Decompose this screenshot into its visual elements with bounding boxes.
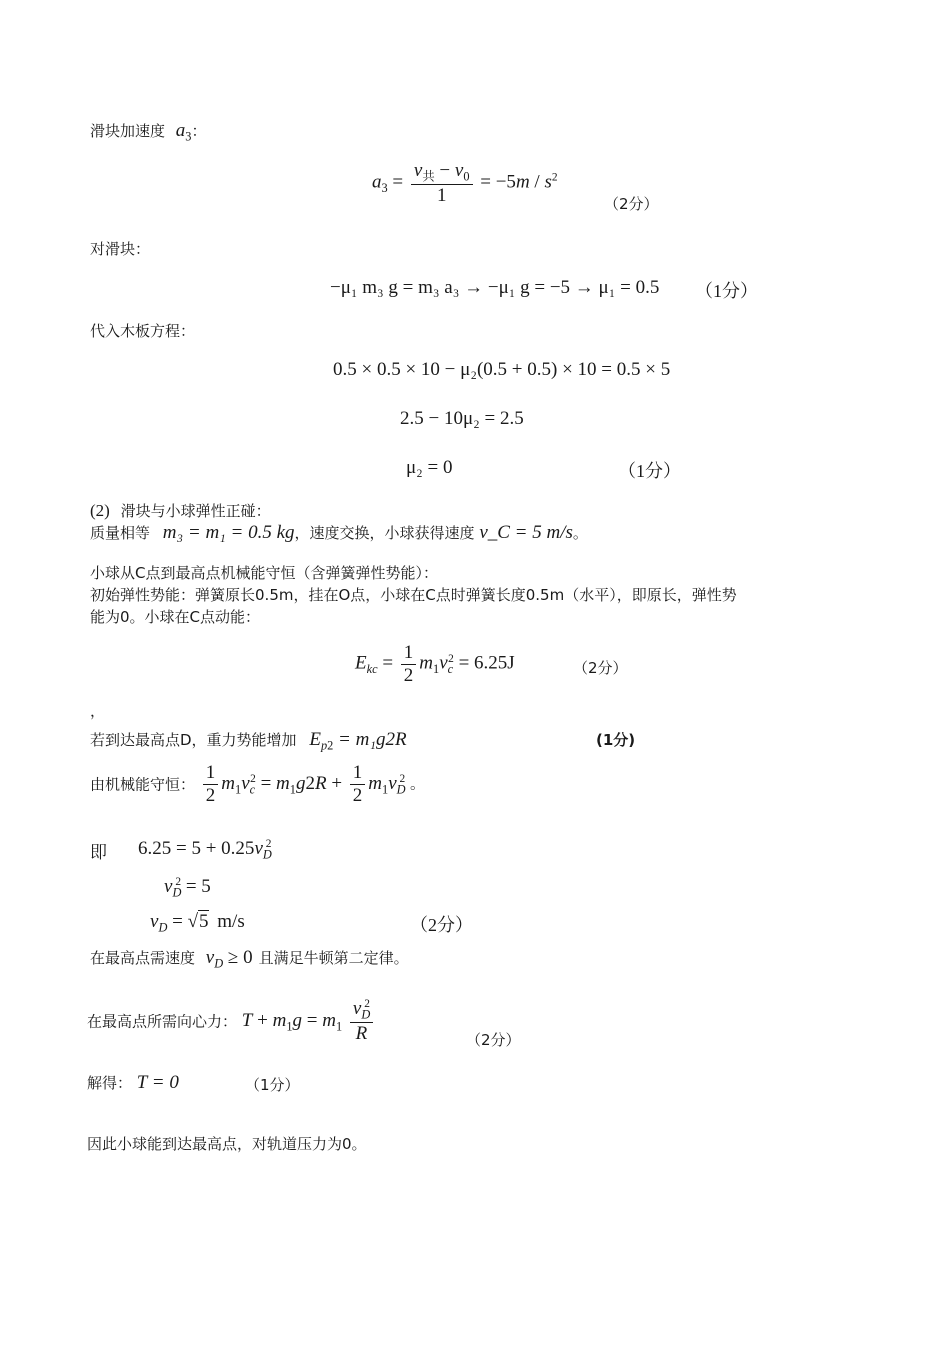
math-ep2: $E_{p2} = m_1g2R$ — [309, 729, 407, 753]
part-heading: 滑块与小球弹性正碰： — [120, 502, 271, 520]
math-m3-m1: m₃ = m₁ = 0.5 kg — [162, 522, 295, 543]
math-t-zero: T = 0 — [136, 1072, 179, 1093]
text-solution: 解得： — [87, 1074, 133, 1092]
score-label: (1分) — [596, 731, 636, 749]
text-slider-acceleration: 滑块加速度 — [90, 122, 166, 140]
value-ekc: = 6.25J — [458, 652, 515, 674]
text-equal-mass: 质量相等 — [90, 524, 151, 542]
text-potential-increase: 若到达最高点D，重力势能增加 — [90, 731, 297, 749]
text-newton: 且满足牛顿第二定律。 — [258, 949, 409, 967]
math-vd-condition: $v_D \ge 0$ — [205, 947, 253, 971]
text-line — [90, 522, 588, 544]
text-line — [87, 1072, 179, 1094]
text-line: 滑块加速度 $a_3$： — [90, 120, 207, 144]
equation-board-simplified: 2.5 − 10μ₂ = 2.5 — [400, 408, 524, 429]
text-line — [90, 729, 407, 753]
text-line: 初始弹性势能：弹簧原长0.5m，挂在O点，小球在C点时弹簧长度0.5m（水平），即原长，弹性势 — [90, 586, 737, 604]
equation-ekc: $E_{kc}$ = $\frac{1}{2}$ $m_1v_c^2 = 6.25J$ — [355, 642, 515, 686]
equation-energy: $\frac{1}{2}$ $m_1v_c^2 = m_1g2R$ + $\frac{1}{2}$ $m_1v_D^2$ — [200, 773, 410, 794]
text-line — [90, 947, 409, 971]
math-a3: $a_3$ — [175, 120, 192, 144]
score-label: （2分） — [573, 659, 628, 677]
text-line: 因此小球能到达最高点，对轨道压力为0。 — [87, 1135, 367, 1153]
text-speed-requirement: 在最高点需速度 — [90, 949, 196, 967]
score-label: （1分） — [695, 281, 758, 301]
text-period: 。 — [410, 774, 426, 793]
text-energy-conservation: 由机械能守恒： — [90, 775, 196, 794]
score-label: （2分） — [604, 195, 659, 213]
text-period: 。 — [572, 524, 588, 542]
score-label: （2分） — [410, 915, 473, 935]
equation-centripetal: $T + m_1g = m_1$ $\frac{v_D^2}{R}$ — [242, 1010, 376, 1031]
text-line: 对滑块： — [90, 240, 151, 258]
text-line — [90, 762, 425, 807]
part-number: (2) — [90, 501, 110, 520]
equation-ji-3: $v_D = √5$ m/s — [150, 911, 245, 935]
equation-board: 0.5 × 0.5 × 10 − μ₂(0.5 + 0.5) × 10 = 0.5 × 5 — [333, 359, 671, 380]
score-label: （1分） — [245, 1076, 300, 1094]
text-line — [90, 500, 271, 521]
text-velocity-exchange: ，速度交换，小球获得速度 — [294, 524, 475, 542]
text-ji: 即 — [90, 843, 107, 863]
math-vc: v_C = 5 m/s — [479, 522, 573, 543]
text-line: 代入木板方程： — [90, 322, 196, 340]
equation-mu2: μ₂ = 0 — [406, 457, 453, 478]
text-line: 能为0。小球在C点动能： — [90, 608, 261, 626]
subscript-co: 共 — [422, 169, 435, 184]
equation-ji-1: $6.25 = 5 + 0.25v_D^2$ — [138, 838, 272, 862]
text-centripetal: 在最高点所需向心力： — [87, 1012, 238, 1031]
equation-mu1: −μ₁ m₃ g = m₃ a₃ → −μ₁ g = −5 → μ₁ = 0.5 — [330, 277, 660, 298]
fraction: $\frac{v_共 - v_0}{1}$ — [411, 160, 473, 206]
text-comma: ， — [90, 702, 106, 720]
text-line — [87, 998, 376, 1044]
equation-a3: $a_3$ = $\frac{v_共 - v_0}{1}$ = $-5m / s^2$ — [372, 160, 558, 206]
score-label: （2分） — [466, 1031, 521, 1049]
score-label: （1分） — [618, 461, 681, 481]
text-line: 小球从C点到最高点机械能守恒（含弹簧弹性势能）： — [90, 564, 438, 582]
equation-ji-2: $v_D^2 = 5$ — [164, 876, 211, 900]
